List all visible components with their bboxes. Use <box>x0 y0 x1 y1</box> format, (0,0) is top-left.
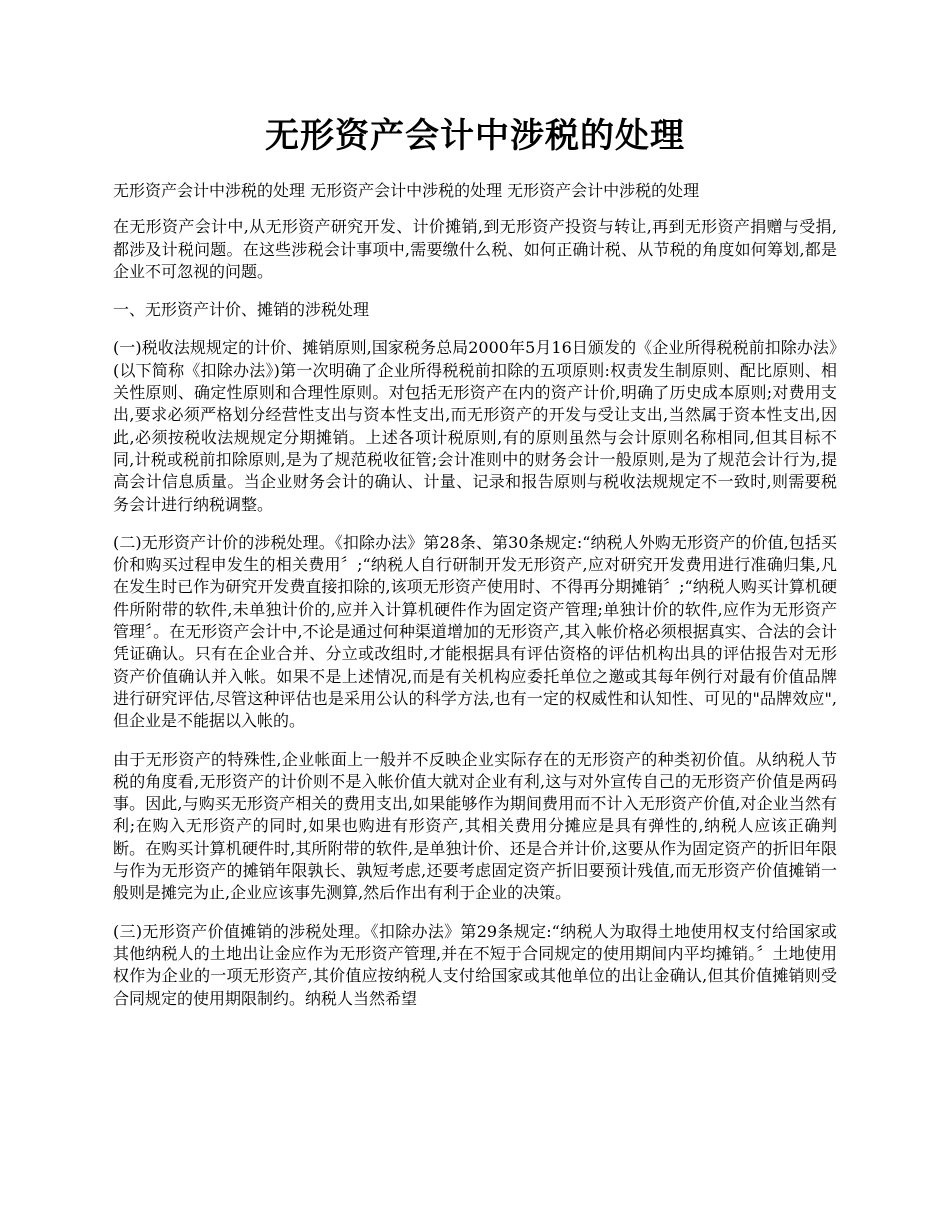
document-subtitle: 无形资产会计中涉税的处理 无形资产会计中涉税的处理 无形资产会计中涉税的处理 <box>113 181 700 200</box>
section-heading-1: 一、无形资产计价、摊销的涉税处理 <box>113 300 370 320</box>
paragraph-intro: 在无形资产会计中,从无形资产研究开发、计价摊销,到无形资产投资与转让,再到无形资产捐赠与受捐,都涉及计税问题。在这些涉税会计事项中,需要缴什么税、如何正确计税、从节税的角度如何筹划,都是企业不可忽视的问题。 <box>113 217 837 281</box>
document-body <box>113 180 837 1026</box>
paragraph-pricing-tax: (二)无形资产计价的涉税处理。《扣除办法》第28条、第30条规定:“纳税人外购无形资产的价值,包括买价和购买过程申发生的相关费用〞;“纳税人自行研制开发无形资产,应对研究开发费用进行准确归集,凡在发生时已作为研究开发费直接扣除的,该项无形资产使用时、不得再分期摊销〞;“纳税人购买计算机硬件所附带的软件,未单独计价的,应并入计算机硬件作为固定资产管理;单独计价的软件,应作为无形资产管理〞。在无形资产会计中,不论是通过何种渠道增加的无形资产,其入帐价格必须根据真实、合法的会计凭证确认。只有在企业合并、分立或改组时,才能根据具有评估资格的评估机构出具的评估报告对无形资产价值确认并入帐。如果不是上述情况,而是有关机构应委托单位之邀或其每年例行对最有价值品牌进行研究评估,尽管这种评估也是采用公认的科学方法,也有一定的权威性和认知性、可见的"品牌效应",但企业是不能据以入帐的。 <box>113 532 837 731</box>
paragraph-pricing-principles: (一)税收法规规定的计价、摊销原则,国家税务总局2000年5月16日颁发的《企业所得税税前扣除办法》(以下简称《扣除办法》)第一次明确了企业所得税税前扣除的五项原则:权责发生制原则、配比原则、相关性原则、确定性原则和合理性原则。对包括无形资产在内的资产计价,明确了历史成本原则;对费用支出,要求必须严格划分经营性支出与资本性支出,而无形资产的开发与受让支出,当然属于资本性支出,因此,必须按税收法规规定分期摊销。上述各项计税原则,有的原则虽然与会计原则名称相同,但其目标不同,计税或税前扣除原则,是为了规范税收征管;会计准则中的财务会计一般原则,是为了规范会计行为,提高会计信息质量。当企业财务会计的确认、计量、记录和报告原则与税收法规规定不一致时,则需要税务会计进行纳税调整。 <box>113 338 837 514</box>
document-title: 无形资产会计中涉税的处理 <box>265 116 685 156</box>
paragraph-amortization: (三)无形资产价值摊销的涉税处理。《扣除办法》第29条规定:“纳税人为取得土地使用权支付给国家或其他纳税人的土地出让金应作为无形资产管理,并在不短于合同规定的使用期间内平均摊销。〞土地使用权作为企业的一项无形资产,其价值应按纳税人支付给国家或其他单位的出让金确认,但其价值摊销则受合同规定的使用期限制约。纳税人当然希望 <box>113 921 837 1008</box>
paragraph-special-nature: 由于无形资产的特殊性,企业帐面上一般并不反映企业实际存在的无形资产的种类初价值。从纳税人节税的角度看,无形资产的计价则不是入帐价值大就对企业有利,这与对外宣传自己的无形资产价值是两码事。因此,与购买无形资产相关的费用支出,如果能够作为期间费用而不计入无形资产价值,对企业当然有利;在购入无形资产的同时,如果也购进有形资产,其相关费用分摊应是具有弹性的,纳税人应该正确判断。在购买计算机硬件时,其所附带的软件,是单独计价、还是合并计价,这要从作为固定资产的折旧年限与作为无形资产的摊销年限孰长、孰短考虑,还要考虑固定资产折旧要预计残值,而无形资产价值摊销一般则是摊完为止,企业应该事先测算,然后作出有利于企业的决策。 <box>113 749 837 903</box>
